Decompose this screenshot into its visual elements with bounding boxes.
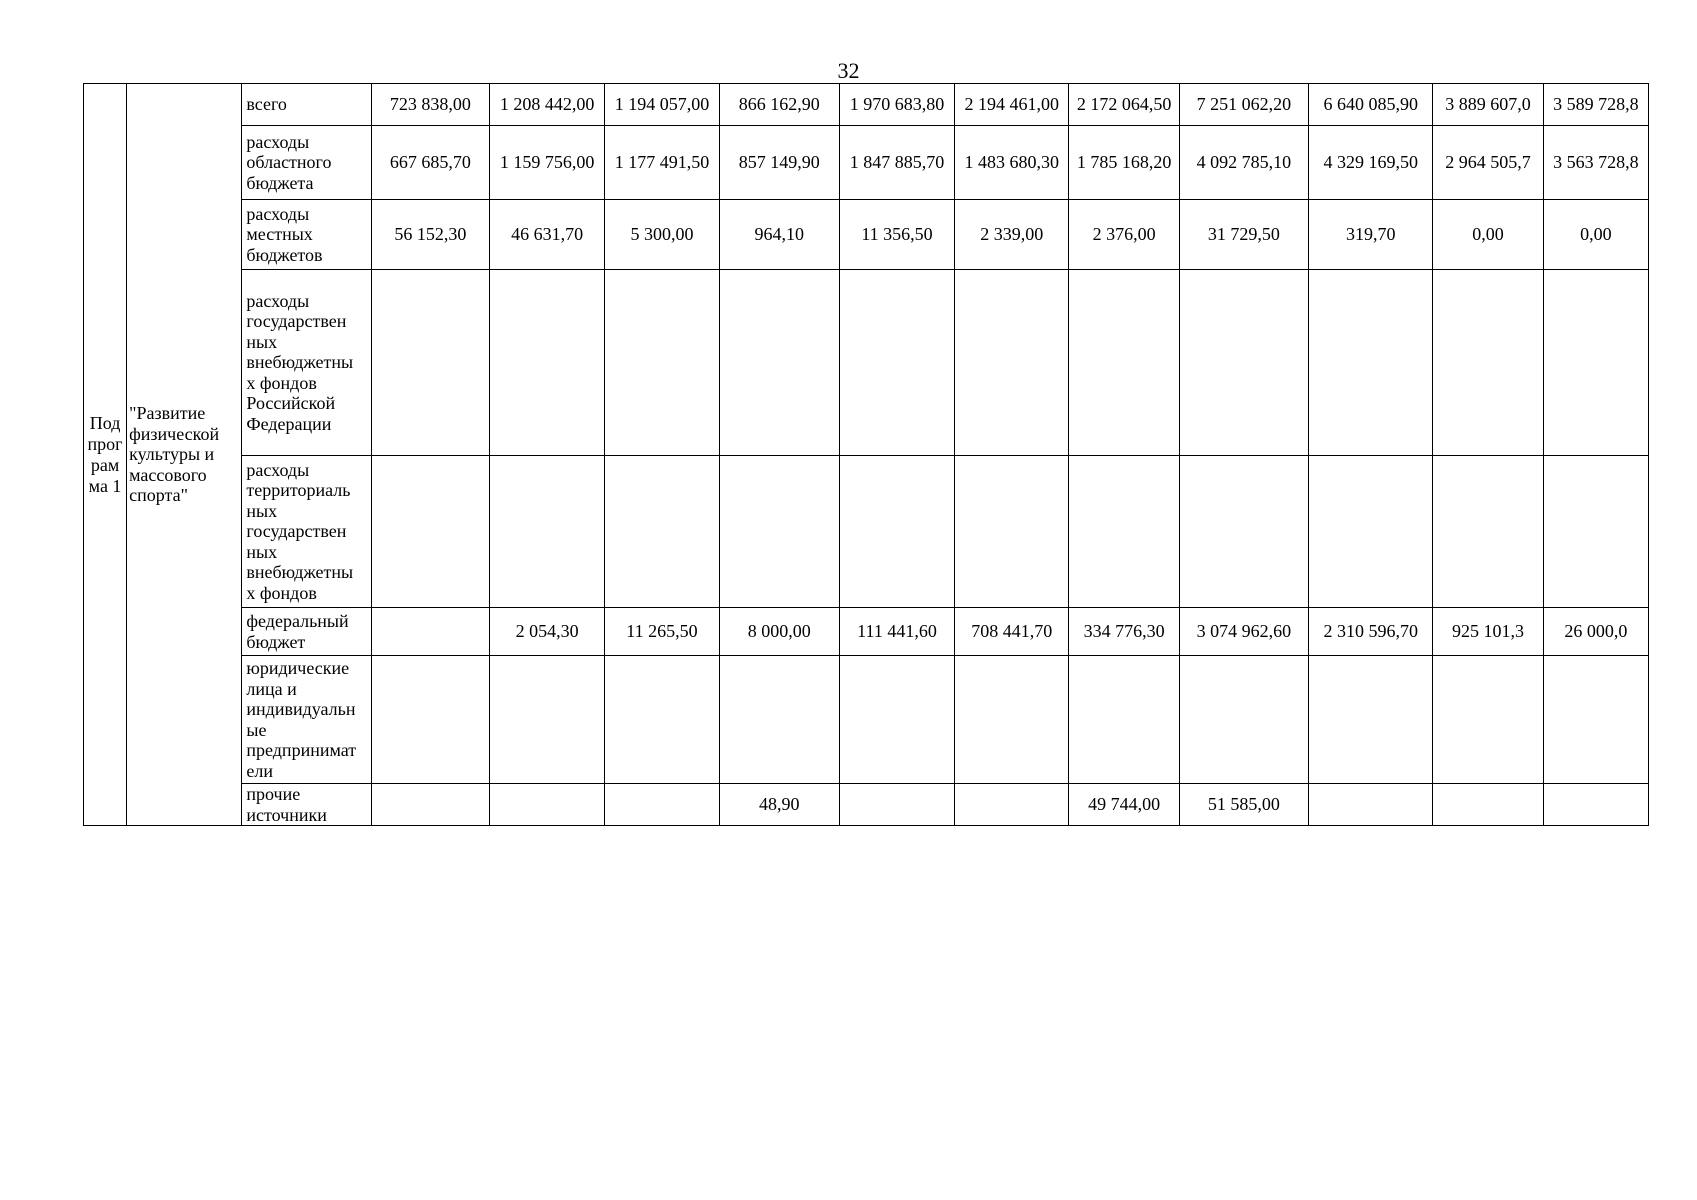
value-cell: 1 177 491,50: [605, 126, 719, 200]
funding-source-line: лица и: [246, 678, 297, 699]
value-cell: 1 970 683,80: [839, 84, 954, 126]
value-cell: 4 092 785,10: [1179, 126, 1308, 200]
value-cell: [605, 784, 719, 826]
value-cell: 2 964 505,7: [1433, 126, 1543, 200]
value-cell: 4 329 169,50: [1309, 126, 1433, 200]
funding-source-line: бюджета: [246, 172, 314, 193]
value-cell: 1 194 057,00: [605, 84, 719, 126]
table-row: [84, 456, 1649, 608]
value-cell: 866 162,90: [719, 84, 839, 126]
value-cell: [1309, 456, 1433, 608]
value-cell: 0,00: [1433, 200, 1543, 270]
value-cell: [371, 456, 489, 608]
value-cell: [839, 270, 954, 456]
funding-source-line: внебюджетны: [246, 352, 354, 373]
value-cell: 2 376,00: [1069, 200, 1179, 270]
value-cell: 48,90: [719, 784, 839, 826]
funding-source-line: ных: [246, 331, 278, 352]
value-cell: 319,70: [1309, 200, 1433, 270]
funding-source-line: местных: [246, 224, 313, 245]
value-cell: [1069, 656, 1179, 784]
value-cell: 3 589 728,8: [1543, 84, 1648, 126]
funding-source-label: [242, 126, 371, 200]
value-cell: 1 159 756,00: [490, 126, 605, 200]
value-cell: [605, 656, 719, 784]
page-number: 32: [837, 58, 860, 83]
value-cell: 1 785 168,20: [1069, 126, 1179, 200]
value-cell: [1433, 784, 1543, 826]
table-row: [84, 84, 1649, 126]
value-cell: 11 265,50: [605, 608, 719, 656]
value-cell: [1543, 270, 1648, 456]
value-cell: [490, 270, 605, 456]
funding-source-line: бюджет: [246, 631, 306, 652]
funding-source-line: х фондов: [246, 582, 317, 603]
value-cell: [371, 608, 489, 656]
value-cell: [1069, 456, 1179, 608]
funding-source-line: федеральный: [246, 611, 349, 631]
value-cell: 1 483 680,30: [955, 126, 1069, 200]
value-cell: [1543, 456, 1648, 608]
value-cell: 964,10: [719, 200, 839, 270]
funding-source-line: бюджетов: [246, 244, 323, 265]
funding-source-line: ые: [246, 719, 267, 740]
funding-source-label: [242, 270, 371, 456]
value-cell: [1309, 784, 1433, 826]
table-row: [84, 784, 1649, 826]
value-cell: [955, 784, 1069, 826]
value-cell: 7 251 062,20: [1179, 84, 1308, 126]
program-name-line: спорта": [129, 485, 188, 506]
funding-source-line: расходы: [246, 203, 310, 224]
value-cell: 2 339,00: [955, 200, 1069, 270]
funding-source-line: предпринимат: [246, 740, 357, 760]
funding-source-line: х фондов: [246, 372, 317, 393]
funding-source-line: ели: [246, 760, 273, 781]
funding-source-label: [242, 656, 371, 784]
program-code-line: прог: [87, 433, 123, 454]
funding-source-label: [242, 608, 371, 656]
funding-source-line: индивидуальн: [246, 699, 356, 719]
value-cell: [371, 784, 489, 826]
funding-source-line: ных: [246, 541, 278, 562]
value-cell: 723 838,00: [371, 84, 489, 126]
table-row: [84, 656, 1649, 784]
funding-source-line: расходы: [246, 290, 310, 311]
value-cell: 925 101,3: [1433, 608, 1543, 656]
value-cell: [605, 270, 719, 456]
funding-source-line: расходы: [246, 459, 310, 480]
program-code-line: Под: [89, 412, 121, 433]
budget-table: [83, 83, 1649, 826]
value-cell: [719, 656, 839, 784]
program-code-line: ма 1: [88, 475, 122, 496]
value-cell: [719, 456, 839, 608]
funding-source-label: [242, 456, 371, 608]
value-cell: 857 149,90: [719, 126, 839, 200]
value-cell: 6 640 085,90: [1309, 84, 1433, 126]
funding-source-line: Российской: [246, 393, 336, 414]
value-cell: [1179, 270, 1308, 456]
value-cell: 56 152,30: [371, 200, 489, 270]
funding-source-label: [242, 200, 371, 270]
value-cell: [839, 656, 954, 784]
value-cell: [1433, 456, 1543, 608]
value-cell: [1179, 456, 1308, 608]
funding-source-line: государствен: [246, 521, 347, 542]
value-cell: 2 054,30: [490, 608, 605, 656]
value-cell: [490, 456, 605, 608]
funding-source-line: Федерации: [246, 413, 332, 434]
value-cell: 49 744,00: [1069, 784, 1179, 826]
value-cell: 1 208 442,00: [490, 84, 605, 126]
value-cell: 3 889 607,0: [1433, 84, 1543, 126]
funding-source-line: внебюджетны: [246, 562, 354, 583]
value-cell: 5 300,00: [605, 200, 719, 270]
program-code-line: рам: [90, 454, 120, 475]
value-cell: 3 074 962,60: [1179, 608, 1308, 656]
table-row: [84, 608, 1649, 656]
value-cell: [955, 270, 1069, 456]
value-cell: [490, 784, 605, 826]
value-cell: [1433, 656, 1543, 784]
value-cell: [1309, 656, 1433, 784]
program-code-cell: [84, 84, 127, 826]
value-cell: [839, 456, 954, 608]
funding-source-line: территориаль: [246, 480, 351, 501]
value-cell: [1069, 270, 1179, 456]
funding-source-line: областного: [246, 152, 332, 173]
value-cell: 11 356,50: [839, 200, 954, 270]
value-cell: [719, 270, 839, 456]
value-cell: [955, 656, 1069, 784]
funding-source-line: государствен: [246, 311, 347, 332]
value-cell: 51 585,00: [1179, 784, 1308, 826]
value-cell: 667 685,70: [371, 126, 489, 200]
funding-source-line: источники: [246, 804, 327, 825]
table-row: [84, 200, 1649, 270]
value-cell: 334 776,30: [1069, 608, 1179, 656]
value-cell: [1543, 656, 1648, 784]
value-cell: 1 847 885,70: [839, 126, 954, 200]
value-cell: 708 441,70: [955, 608, 1069, 656]
value-cell: 46 631,70: [490, 200, 605, 270]
funding-source-label: [242, 84, 371, 126]
value-cell: [490, 656, 605, 784]
value-cell: [605, 456, 719, 608]
program-name-line: массового: [129, 464, 207, 485]
value-cell: [1179, 656, 1308, 784]
value-cell: 0,00: [1543, 200, 1648, 270]
funding-source-label: [242, 784, 371, 826]
value-cell: 3 563 728,8: [1543, 126, 1648, 200]
value-cell: 2 194 461,00: [955, 84, 1069, 126]
value-cell: 26 000,0: [1543, 608, 1648, 656]
funding-source-line: всего: [246, 94, 287, 115]
program-name-line: "Развитие: [129, 403, 206, 424]
value-cell: [1309, 270, 1433, 456]
value-cell: [371, 656, 489, 784]
value-cell: 2 172 064,50: [1069, 84, 1179, 126]
value-cell: [371, 270, 489, 456]
funding-source-line: прочие: [246, 784, 301, 804]
program-name-line: физической: [129, 423, 220, 444]
value-cell: 8 000,00: [719, 608, 839, 656]
value-cell: [839, 784, 954, 826]
program-name-cell: [127, 84, 242, 826]
value-cell: 111 441,60: [839, 608, 954, 656]
funding-source-line: ных: [246, 500, 278, 521]
value-cell: [1433, 270, 1543, 456]
value-cell: [1543, 784, 1648, 826]
value-cell: 31 729,50: [1179, 200, 1308, 270]
table-row: [84, 270, 1649, 456]
value-cell: [955, 456, 1069, 608]
program-name-line: культуры и: [129, 444, 215, 465]
value-cell: 2 310 596,70: [1309, 608, 1433, 656]
funding-source-line: юридические: [246, 658, 350, 678]
table-row: [84, 126, 1649, 200]
funding-source-line: расходы: [246, 131, 310, 152]
